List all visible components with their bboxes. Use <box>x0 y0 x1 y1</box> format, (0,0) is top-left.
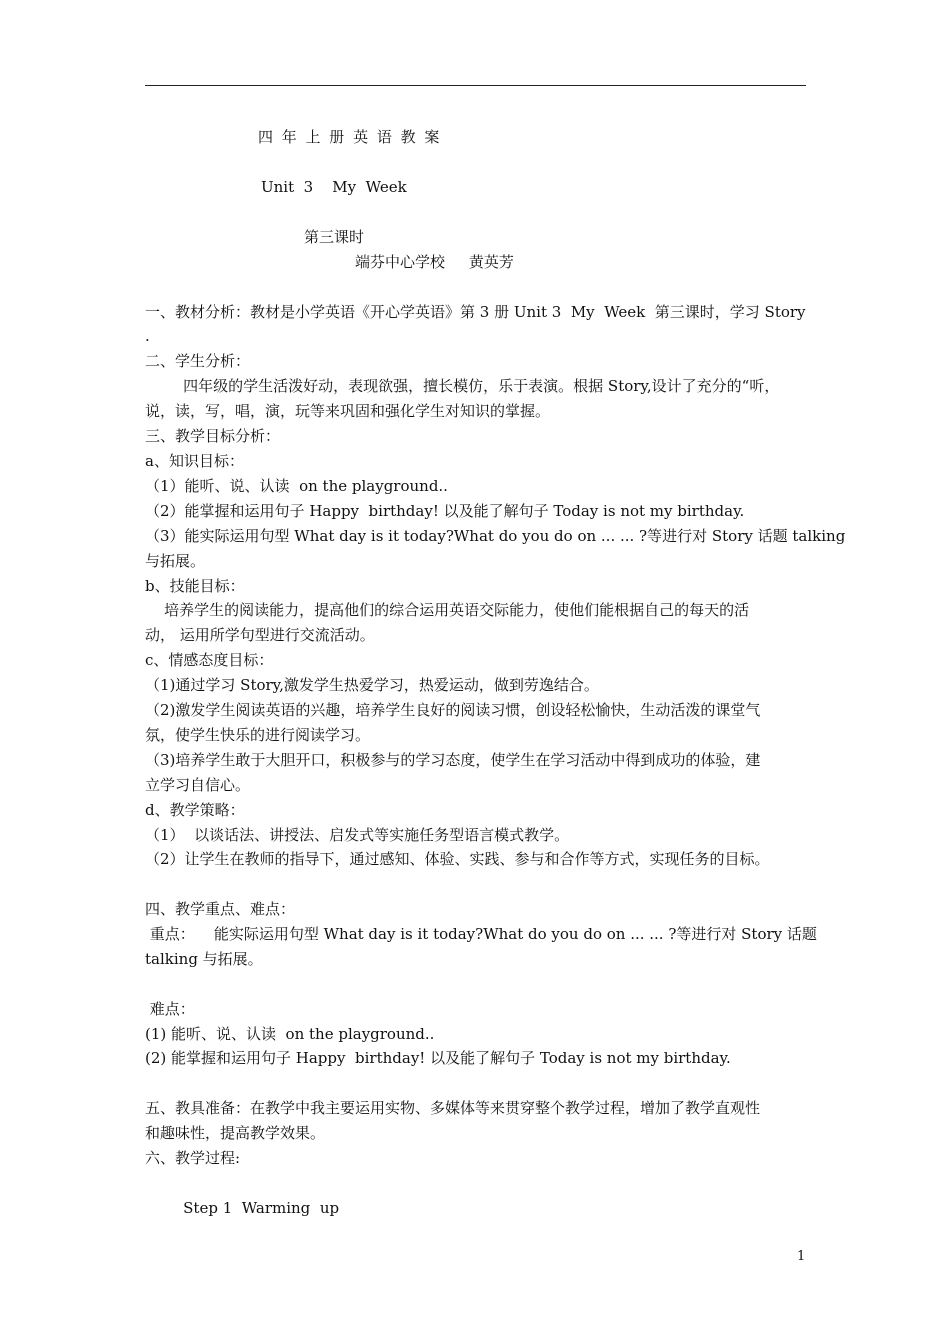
section-heading: 二、学生分析： <box>145 352 251 370</box>
step-heading: Step 1 Warming up <box>145 1199 340 1217</box>
list-item: (1) 能听、说、认读 on the playground.. <box>145 1025 435 1043</box>
subsection-heading: d、教学策略： <box>145 801 245 819</box>
list-item: （1）能听、说、认读 on the playground.. <box>145 477 448 495</box>
text-line: 四年级的学生活泼好动，表现欲强，擅长模仿，乐于表演。根据 Story,设计了充分的“听， <box>145 377 780 395</box>
list-item: （3)培养学生敢于大胆开口，积极参与的学习态度，使学生在学习活动中得到成功的体验，建 <box>145 751 761 769</box>
list-item: （1)通过学习 Story,激发学生热爱学习，热爱运动，做到劳逸结合。 <box>145 676 599 694</box>
list-item: （3）能实际运用句型 What day is it today?What do you do on ... ... ?等进行对 Story 话题 talking <box>145 527 846 545</box>
section-heading: 六、教学过程: <box>145 1149 241 1167</box>
text-line: 一、教材分析：教材是小学英语《开心学英语》第 3 册 Unit 3 My Week 第三课时，学习 Story <box>145 303 806 321</box>
section-heading: 三、教学目标分析： <box>145 427 281 445</box>
page-number: 1 <box>797 1249 806 1264</box>
text-line: 重点： 能实际运用句型 What day is it today?What do you do on ... ... ?等进行对 Story 话题 <box>145 925 817 943</box>
text-line: 动， 运用所学句型进行交流活动。 <box>145 626 375 644</box>
text-line: 与拓展。 <box>145 552 206 570</box>
section-heading: 四、教学重点、难点： <box>145 900 296 918</box>
subsection-heading: c、情感态度目标： <box>145 651 274 669</box>
list-item: （2)激发学生阅读英语的兴趣，培养学生良好的阅读习惯，创设轻松愉快，生动活泼的课堂气 <box>145 701 761 719</box>
school-author: 端芬中心学校 黄英芳 <box>355 253 514 271</box>
list-item: (2) 能掌握和运用句子 Happy birthday! 以及能了解句子 Today is not my birthday. <box>145 1049 731 1067</box>
text-line: 和趣味性，提高教学效果。 <box>145 1124 326 1142</box>
text-line: 说，读，写，唱，演，玩等来巩固和强化学生对知识的掌握。 <box>145 402 551 420</box>
header-rule <box>145 85 806 86</box>
unit-title: Unit 3 My Week <box>261 178 407 196</box>
list-item: （2）能掌握和运用句子 Happy birthday! 以及能了解句子 Today is not my birthday. <box>145 502 745 520</box>
text-line: 培养学生的阅读能力，提高他们的综合运用英语交际能力，使他们能根据自己的每天的活 <box>145 601 750 619</box>
text-line: 立学习自信心。 <box>145 776 251 794</box>
subsection-heading: b、技能目标： <box>145 577 245 595</box>
lesson-label: 第三课时 <box>304 228 365 246</box>
list-item: （2）让学生在教师的指导下，通过感知、体验、实践、参与和合作等方式，实现任务的目标。 <box>145 850 770 868</box>
list-item: （1） 以谈话法、讲授法、启发式等实施任务型语言模式教学。 <box>145 826 570 844</box>
text-line: 氛，使学生快乐的进行阅读学习。 <box>145 726 371 744</box>
text-line: talking 与拓展。 <box>145 950 263 968</box>
document-title: 四 年 上 册 英 语 教 案 <box>258 128 442 146</box>
section-heading: 五、教具准备：在教学中我主要运用实物、多媒体等来贯穿整个教学过程，增加了教学直观性 <box>145 1099 761 1117</box>
subsection-heading: 难点： <box>145 1000 195 1018</box>
subsection-heading: a、知识目标： <box>145 452 244 470</box>
text-line: . <box>145 327 150 345</box>
